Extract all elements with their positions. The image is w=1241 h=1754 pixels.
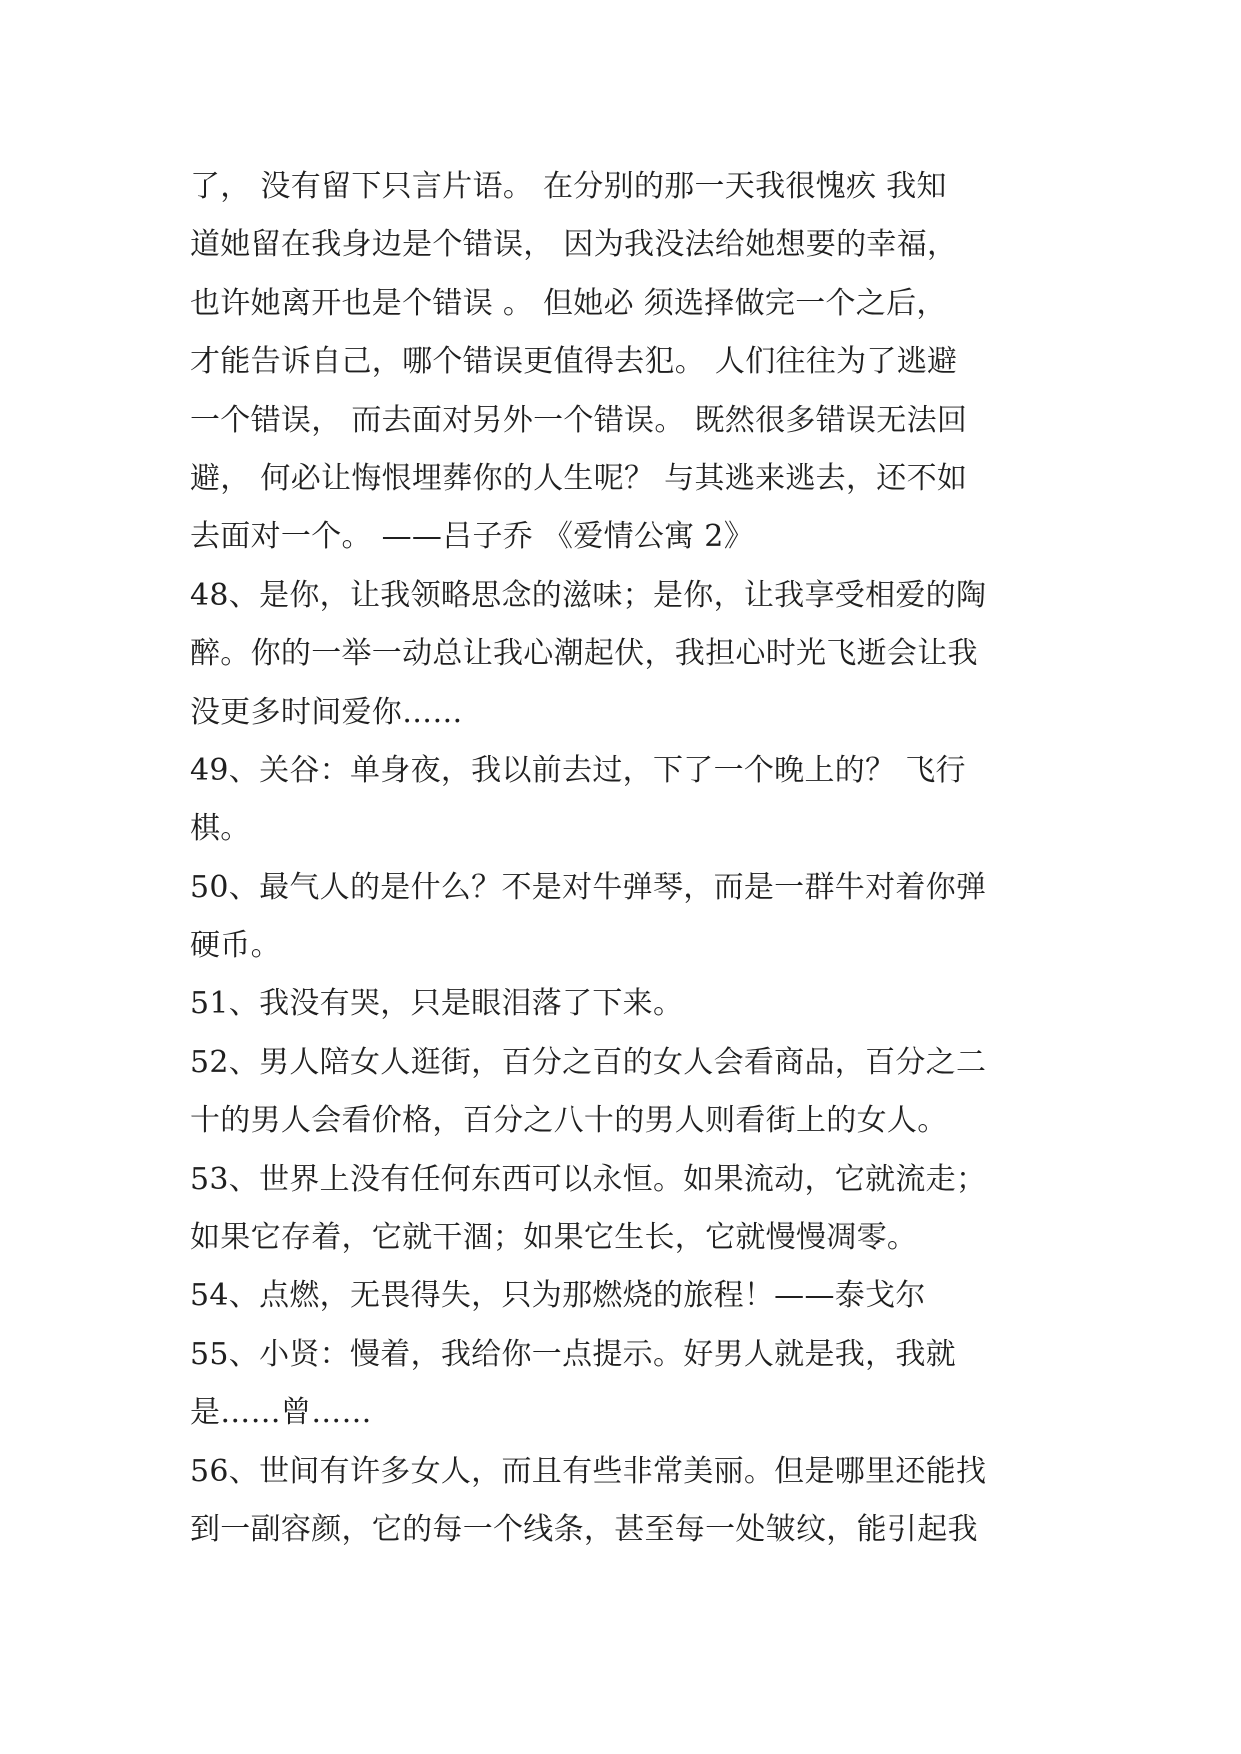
text-line: 49、关谷：单身夜，我以前去过，下了一个晚上的？ 飞行 bbox=[190, 752, 966, 788]
text-line: 50、最气人的是什么？不是对牛弹琴，而是一群牛对着你弹 bbox=[190, 869, 987, 905]
body-text bbox=[190, 158, 1070, 1559]
text-line: 51、我没有哭，只是眼泪落了下来。 bbox=[190, 986, 684, 1022]
text-line: 硬币。 bbox=[190, 928, 281, 964]
text-line: 56、世间有许多女人，而且有些非常美丽。但是哪里还能找 bbox=[190, 1453, 987, 1489]
text-line: 是……曾…… bbox=[190, 1395, 372, 1431]
text-line: 十的男人会看价格，百分之八十的男人则看街上的女人。 bbox=[190, 1103, 948, 1139]
text-line: 48、是你，让我领略思念的滋味；是你，让我享受相爱的陶 bbox=[190, 577, 987, 613]
text-line: 去面对一个。 ——吕子乔 《爱情公寓 2》 bbox=[190, 519, 754, 555]
text-line: 才能告诉自己，哪个错误更值得去犯。 人们往往为了逃避 bbox=[190, 344, 958, 380]
text-line: 棋。 bbox=[190, 811, 251, 847]
text-line: 避， 何必让悔恨埋葬你的人生呢？ 与其逃来逃去，还不如 bbox=[190, 460, 968, 496]
text-line: 52、男人陪女人逛街，百分之百的女人会看商品，百分之二 bbox=[190, 1044, 987, 1080]
text-line: 道她留在我身边是个错误， 因为我没法给她想要的幸福， bbox=[190, 227, 958, 263]
text-line: 没更多时间爱你…… bbox=[190, 694, 463, 730]
text-line: 53、世界上没有任何东西可以永恒。如果流动，它就流走； bbox=[190, 1161, 987, 1197]
text-line: 到一副容颜，它的每一个线条，甚至每一处皱纹，能引起我 bbox=[190, 1511, 978, 1547]
text-line: 54、点燃，无畏得失，只为那燃烧的旅程！——泰戈尔 bbox=[190, 1278, 926, 1314]
text-line: 55、小贤：慢着，我给你一点提示。好男人就是我，我就 bbox=[190, 1336, 956, 1372]
text-line: 醉。你的一举一动总让我心潮起伏，我担心时光飞逝会让我 bbox=[190, 636, 978, 672]
text-line: 也许她离开也是个错误 。 但她必 须选择做完一个之后， bbox=[190, 285, 947, 321]
text-line: 了， 没有留下只言片语。 在分别的那一天我很愧疚 我知 bbox=[190, 169, 947, 204]
text-line: 如果它存着，它就干涸；如果它生长，它就慢慢凋零。 bbox=[190, 1220, 918, 1256]
text-line: 一个错误， 而去面对另外一个错误。 既然很多错误无法回 bbox=[190, 402, 968, 438]
